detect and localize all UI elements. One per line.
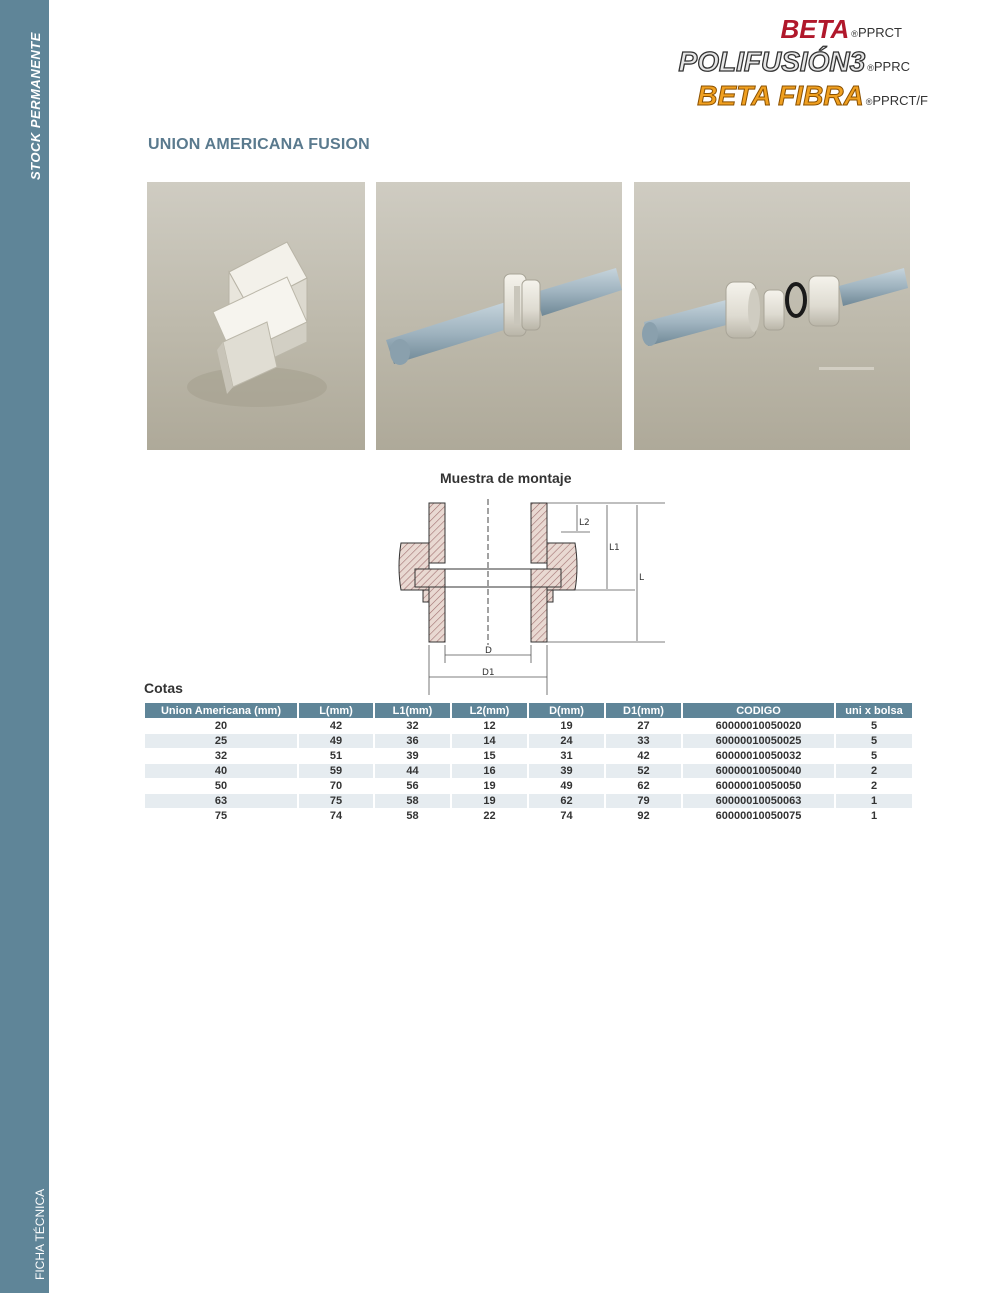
table-cell: 60000010050025 <box>683 734 834 748</box>
diagram-title: Muestra de montaje <box>440 470 572 486</box>
table-cell: 24 <box>529 734 604 748</box>
table-cell: 12 <box>483 720 496 732</box>
dimensions-table <box>143 702 914 824</box>
table-row <box>145 809 912 823</box>
table-cell: 50 <box>214 780 228 792</box>
table-cell: 49 <box>299 734 373 748</box>
table-cell: 33 <box>606 734 681 748</box>
table-cell: 15 <box>483 750 496 762</box>
brand-polifusion <box>679 42 910 76</box>
brand-name: BETA FIBRA <box>697 80 864 111</box>
table-cell: 16 <box>452 764 527 778</box>
table-cell: 60000010050063 <box>683 794 834 808</box>
col-header-l1: L1(mm) <box>375 703 450 718</box>
col-header-d1: D1(mm) <box>606 703 681 718</box>
table-cell: 36 <box>375 734 450 748</box>
table-cell: 5 <box>870 720 878 732</box>
table-cell: 5 <box>836 734 912 748</box>
table-cell: 32 <box>406 720 419 732</box>
table-cell: 60000010050075 <box>715 810 802 822</box>
table-cell: 75 <box>214 810 228 822</box>
col-header-uni-bolsa: uni x bolsa <box>836 703 912 718</box>
col-header-union: Union Americana (mm) <box>145 703 297 718</box>
table-cell: 31 <box>560 750 573 762</box>
table-cell: 56 <box>406 780 419 792</box>
product-photo-exploded <box>634 182 910 450</box>
col-header-codigo: CODIGO <box>683 703 834 718</box>
table-cell: 19 <box>483 780 496 792</box>
brand-beta-fibra <box>679 76 928 110</box>
table-cell: 42 <box>329 720 343 732</box>
sidebar-label-ficha: FICHA TÉCNICA <box>33 1188 47 1280</box>
brand-beta <box>679 8 902 42</box>
table-cell: 1 <box>836 794 912 808</box>
table-cell: 2 <box>836 764 912 778</box>
brand-material: ®PPRCT/F <box>865 93 928 108</box>
table-cell: 39 <box>529 764 604 778</box>
dim-label-l: L <box>639 573 645 583</box>
brand-name: BETA <box>780 14 850 44</box>
table-cell: 22 <box>483 810 496 822</box>
table-row <box>145 764 912 778</box>
dim-label-d: D <box>485 646 492 656</box>
brand-material: ®PPRCT <box>851 25 902 40</box>
table-cell: 62 <box>529 794 604 808</box>
table-cell: 39 <box>406 750 419 762</box>
table-cell: 19 <box>560 720 573 732</box>
table-cell: 5 <box>870 750 878 762</box>
table-row <box>145 749 912 763</box>
table-cell: 59 <box>299 764 373 778</box>
table-cell: 14 <box>452 734 527 748</box>
assembly-diagram <box>385 495 675 700</box>
col-header-d: D(mm) <box>529 703 604 718</box>
table-header-row <box>145 703 912 718</box>
table-row <box>145 794 912 808</box>
table-cell: 1 <box>870 810 878 822</box>
table-cell: 92 <box>637 810 650 822</box>
table-cell: 79 <box>606 794 681 808</box>
table-row <box>145 734 912 748</box>
product-photo-union <box>147 182 365 450</box>
table-row <box>145 719 912 733</box>
table-cell: 74 <box>329 810 343 822</box>
brand-material: ®PPRC <box>867 59 910 74</box>
table-cell: 27 <box>637 720 650 732</box>
product-photo-assembled <box>376 182 622 450</box>
table-cell: 25 <box>145 734 297 748</box>
table-cell: 60000010050020 <box>715 720 802 732</box>
table-cell: 75 <box>299 794 373 808</box>
table-cell: 42 <box>637 750 650 762</box>
product-title: UNION AMERICANA FUSION <box>148 136 370 153</box>
table-cell: 63 <box>145 794 297 808</box>
table-title: Cotas <box>144 680 183 696</box>
sidebar <box>0 0 49 1293</box>
col-header-l2: L2(mm) <box>452 703 527 718</box>
table-cell: 58 <box>406 810 419 822</box>
table-cell: 51 <box>329 750 343 762</box>
table-cell: 60000010050032 <box>715 750 802 762</box>
table-cell: 74 <box>560 810 573 822</box>
dim-label-l2: L2 <box>579 518 590 528</box>
col-header-l: L(mm) <box>299 703 373 718</box>
table-cell: 32 <box>214 750 228 762</box>
table-cell: 58 <box>375 794 450 808</box>
table-cell: 62 <box>637 780 650 792</box>
table-cell: 44 <box>375 764 450 778</box>
table-cell: 52 <box>606 764 681 778</box>
sidebar-label-stock: STOCK PERMANENTE <box>28 32 43 180</box>
dim-label-d1: D1 <box>482 668 495 678</box>
brand-logos <box>678 8 928 111</box>
table-cell: 19 <box>452 794 527 808</box>
table-cell: 70 <box>329 780 343 792</box>
table-cell: 20 <box>214 720 228 732</box>
brand-name: POLIFUSIÓN3 <box>678 46 866 77</box>
table-cell: 49 <box>560 780 573 792</box>
table-cell: 40 <box>145 764 297 778</box>
table-cell: 60000010050040 <box>683 764 834 778</box>
dim-label-l1: L1 <box>609 543 620 553</box>
table-cell: 2 <box>870 780 878 792</box>
table-cell: 60000010050050 <box>715 780 802 792</box>
table-row <box>145 779 912 793</box>
